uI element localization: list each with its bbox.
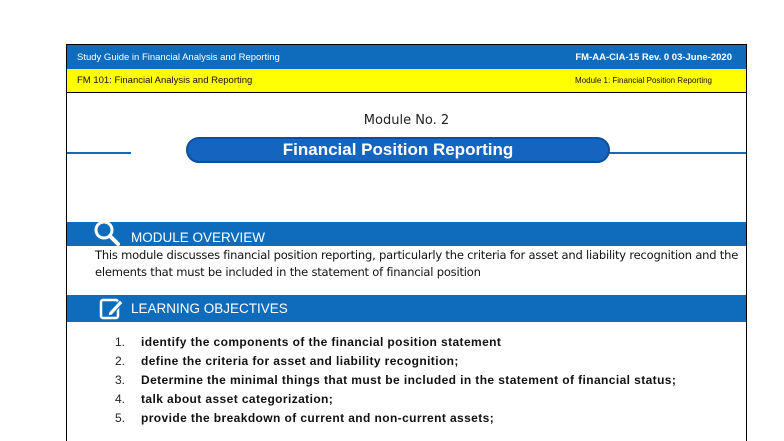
document-code: FM-AA-CIA-15 Rev. 0 03-June-2020 [575, 51, 732, 63]
learning-objectives-list [115, 333, 715, 428]
course-title: FM 101: Financial Analysis and Reporting [77, 75, 253, 86]
module-reference: Module 1: Financial Position Reporting [575, 76, 712, 85]
study-guide-page [66, 44, 747, 441]
guide-title: Study Guide in Financial Analysis and Reporting [77, 51, 280, 63]
title-rule-right [608, 152, 747, 154]
module-title: Financial Position Reporting [186, 137, 610, 163]
learning-objectives-bar [67, 295, 746, 322]
module-overview-bar [67, 222, 746, 246]
list-item: 5. provide the breakdown of current and non-current assets; [115, 411, 495, 425]
magnifier-icon [92, 219, 126, 247]
module-overview-text: This module discusses financial position reporting, particularly the criteria for asset and liability recognition and the elements that must be included in the statement of financial position [95, 248, 739, 279]
header-top-bar [67, 45, 746, 69]
module-number: Module No. 2 [363, 113, 450, 128]
header-course-bar [67, 69, 746, 93]
list-item: 4. talk about asset categorization; [115, 392, 334, 406]
list-item: 1. identify the components of the financial position statement [115, 335, 502, 349]
list-item: 3. Determine the minimal things that must be included in the statement of financial status; [115, 373, 677, 387]
module-overview-heading: MODULE OVERVIEW [131, 230, 266, 245]
list-item: 2. define the criteria for asset and liability recognition; [115, 354, 459, 368]
pencil-icon [99, 296, 125, 321]
title-rule-left [67, 152, 131, 154]
learning-objectives-heading: LEARNING OBJECTIVES [131, 300, 288, 316]
